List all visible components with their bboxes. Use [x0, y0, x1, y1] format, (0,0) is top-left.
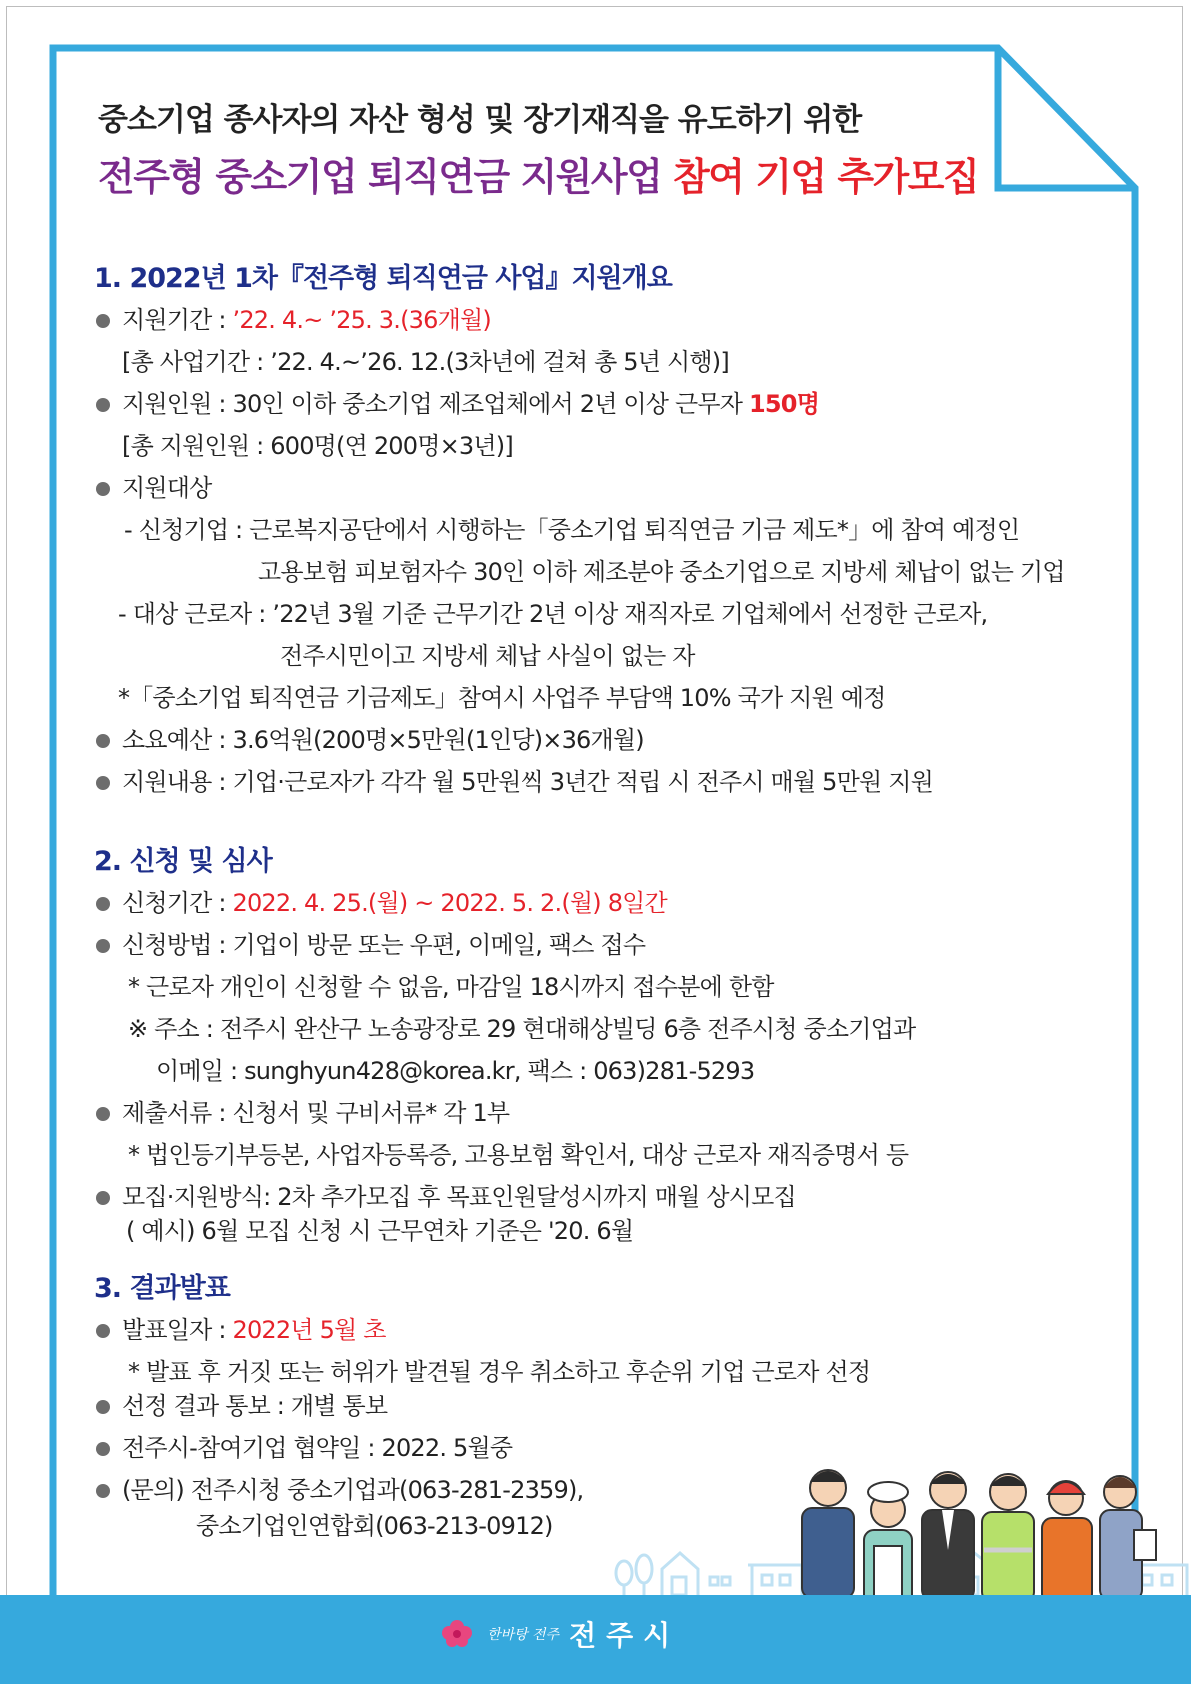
inquiry-item: (문의) 전주시청 중소기업과(063-281-2359), [94, 1475, 1104, 1505]
apply-period-item [94, 888, 1104, 918]
result-notice-item: 선정 결과 통보 : 개별 통보 [94, 1391, 1104, 1421]
support-period-note: [총 사업기간 : ’22. 4.~’26. 12.(3차년에 걸쳐 총 5년 시행)] [122, 348, 729, 376]
contact-line: 이메일 : sunghyun428@korea.kr, 팩스 : 063)281-5293 [156, 1057, 755, 1085]
support-people-label: 지원인원 : 30인 이하 중소기업 제조업체에서 2년 이상 근무자 [122, 390, 749, 418]
target-worker-line1: - 대상 근로자 : ’22년 3월 기준 근무기간 2년 이상 재직자로 기업체에서 선정한 근로자, [118, 600, 988, 628]
support-people-item [94, 389, 1104, 419]
documents-item: 제출서류 : 신청서 및 구비서류* 각 1부 [94, 1098, 1104, 1128]
announce-date-value: 2022년 5월 초 [232, 1316, 386, 1344]
announce-note: * 발표 후 거짓 또는 허위가 발견될 경우 취소하고 후순위 기업 근로자 선정 [128, 1358, 871, 1386]
support-people-note: [총 지원인원 : 600명(연 200명×3년)] [122, 432, 513, 460]
apply-method-note: * 근로자 개인이 신청할 수 없음, 마감일 18시까지 접수분에 한함 [128, 973, 774, 1001]
support-period-value: ’22. 4.~ ’25. 3.(36개월) [232, 306, 491, 334]
apply-period-value: 2022. 4. 25.(월) ~ 2022. 5. 2.(월) 8일간 [232, 889, 667, 917]
agreement-date-item: 전주시-참여기업 협약일 : 2022. 5월중 [94, 1433, 1104, 1463]
inquiry-line2: 중소기업인연합회(063-213-0912) [196, 1512, 553, 1540]
announce-date-item [94, 1315, 1104, 1345]
budget-item: 소요예산 : 3.6억원(200명×5만원(1인당)×36개월) [94, 725, 1104, 755]
logo-city-name: 전주시 [569, 1619, 681, 1652]
support-target-item: 지원대상 [94, 473, 1104, 503]
recruit-example-note: ( 예시) 6월 모집 신청 시 근무연차 기준은 '20. 6월 [126, 1217, 634, 1245]
target-company-line1: - 신청기업 : 근로복지공단에서 시행하는「중소기업 퇴직연금 기금 제도*」에 참여 예정인 [124, 516, 1020, 544]
apply-method-item: 신청방법 : 기업이 방문 또는 우편, 이메일, 팩스 접수 [94, 930, 1104, 960]
jeonju-logo [437, 1614, 680, 1654]
target-fund-note: *「중소기업 퇴직연금 기금제도」참여시 사업주 부담액 10% 국가 지원 예정 [118, 684, 886, 712]
support-content-item: 지원내용 : 기업·근로자가 각각 월 5만원씩 3년간 적립 시 전주시 매월 5만원 지원 [94, 767, 1104, 797]
title-program-name: 전주형 중소기업 퇴직연금 지원사업 [98, 155, 662, 199]
header-subtitle: 중소기업 종사자의 자산 형성 및 장기재직을 유도하기 위한 [98, 102, 862, 138]
support-period-label: 지원기간 : [122, 306, 233, 334]
support-people-value: 150명 [749, 390, 820, 418]
announce-date-label: 발표일자 : [122, 1316, 233, 1344]
recruit-method-item: 모집·지원방식: 2차 추가모집 후 목표인원달성시까지 매월 상시모집 [94, 1182, 1104, 1212]
documents-note: * 법인등기부등본, 사업자등록증, 고용보험 확인서, 대상 근로자 재직증명서 등 [128, 1141, 909, 1169]
title-recruit-text: 참여 기업 추가모집 [661, 155, 979, 199]
target-company-line2: 고용보험 피보험자수 30인 이하 제조분야 중소기업으로 지방세 체납이 없는 기업 [258, 558, 1065, 586]
flower-logo-icon [437, 1617, 477, 1651]
section1-heading: 1. 2022년 1차『전주형 퇴직연금 사업』지원개요 [94, 263, 672, 294]
address-line: ※ 주소 : 전주시 완산구 노송광장로 29 현대해상빌딩 6층 전주시청 중소기업과 [128, 1015, 916, 1043]
header-title [98, 146, 978, 201]
document-content [94, 256, 1104, 1541]
section3-heading: 3. 결과발표 [94, 1273, 230, 1304]
target-worker-line2: 전주시민이고 지방세 체납 사실이 없는 자 [280, 642, 695, 670]
section2-heading: 2. 신청 및 심사 [94, 846, 272, 877]
logo-slogan: 한바탕 전주 [487, 1627, 560, 1643]
apply-period-label: 신청기간 : [122, 889, 233, 917]
support-period-item [94, 305, 1104, 335]
